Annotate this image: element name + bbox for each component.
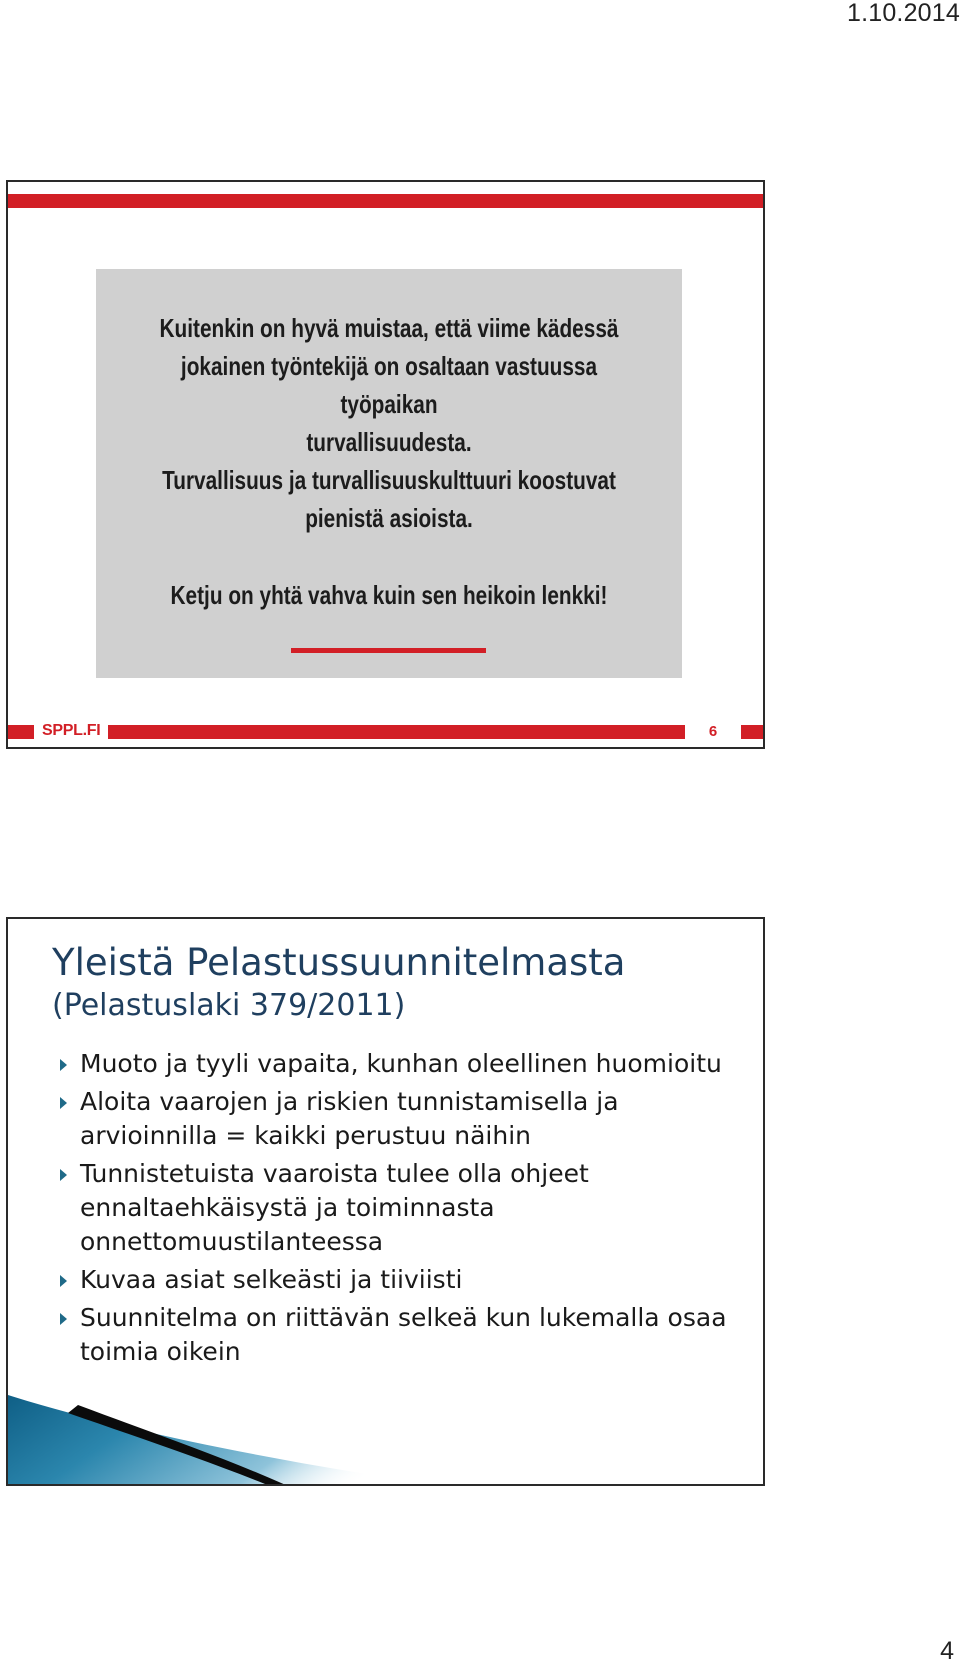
footer-red-bar xyxy=(8,725,763,739)
triangle-right-icon xyxy=(60,1313,67,1325)
quote-paragraph-3: Ketju on yhtä vahva kuin sen heikoin lenkki! xyxy=(170,580,608,610)
bullet-list xyxy=(58,1047,748,1373)
slide-number: 6 xyxy=(708,723,718,740)
quote-underline xyxy=(291,648,486,653)
triangle-right-icon xyxy=(60,1097,67,1109)
list-item xyxy=(58,1157,748,1259)
bullet-text: Suunnitelma on riittävän selkeä kun lukemalla osaa toimia oikein xyxy=(80,1303,727,1366)
list-item xyxy=(58,1085,748,1153)
slide-quote xyxy=(6,180,765,749)
sppl-logo: SPPL.FI xyxy=(34,719,108,743)
bullet-text: Tunnistetuista vaaroista tulee olla ohjeet ennaltaehkäisystä ja toiminnasta onnettomuustilanteessa xyxy=(80,1159,589,1256)
list-item xyxy=(58,1301,748,1369)
quote-paragraph-2: Turvallisuus ja turvallisuuskulttuuri koostuvat pienistä asioista. xyxy=(162,465,616,533)
slide-title: Yleistä Pelastussuunnitelmasta xyxy=(52,941,626,984)
list-item xyxy=(58,1263,748,1297)
decorative-swoosh xyxy=(8,1395,448,1486)
quote-paragraph-1: Kuitenkin on hyvä muistaa, että viime kädessä jokainen työntekijä on osaltaan vastuussa työpaikan turvallisuudesta. xyxy=(159,313,619,457)
bullet-text: Muoto ja tyyli vapaita, kunhan oleellinen huomioitu xyxy=(80,1049,722,1078)
slide-subtitle: (Pelastuslaki 379/2011) xyxy=(52,988,406,1023)
triangle-right-icon xyxy=(60,1059,67,1071)
bullet-text: Aloita vaarojen ja riskien tunnistamisella ja arvioinnilla = kaikki perustuu näihin xyxy=(80,1087,619,1150)
quote-box xyxy=(96,269,682,678)
slide-rescue-plan xyxy=(6,917,765,1486)
footer-red-bar-tail xyxy=(741,725,765,739)
triangle-right-icon xyxy=(60,1169,67,1181)
bullet-text: Kuvaa asiat selkeästi ja tiiviisti xyxy=(80,1265,463,1294)
triangle-right-icon xyxy=(60,1275,67,1287)
top-red-band xyxy=(8,194,763,208)
page-number: 4 xyxy=(940,1637,954,1665)
list-item xyxy=(58,1047,748,1081)
page-date: 1.10.2014 xyxy=(846,0,960,27)
